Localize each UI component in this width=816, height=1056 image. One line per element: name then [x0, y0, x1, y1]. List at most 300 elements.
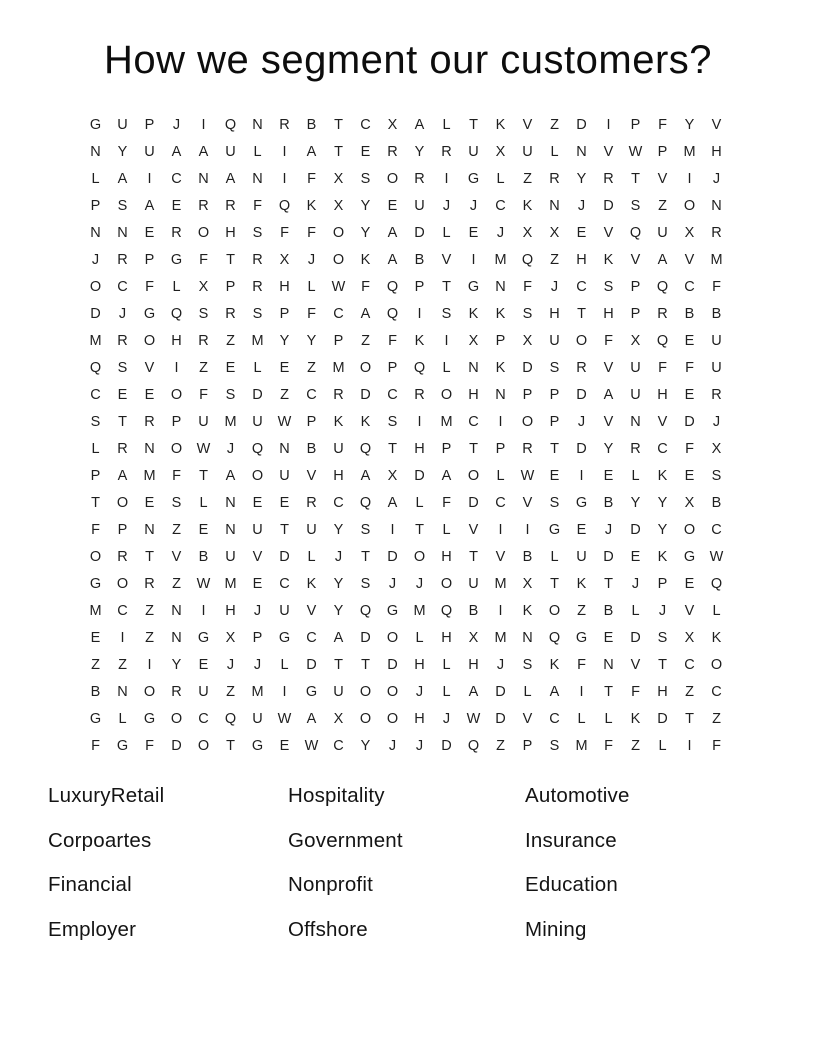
- grid-letter: X: [522, 332, 533, 349]
- grid-letter: Y: [279, 332, 290, 349]
- grid-letter: O: [332, 251, 345, 268]
- grid-letter: R: [414, 170, 425, 187]
- grid-letter: A: [198, 143, 209, 160]
- grid-letter: Y: [657, 494, 668, 511]
- grid-letter: U: [117, 116, 128, 133]
- grid-letter: J: [307, 251, 316, 268]
- grid-letter: N: [468, 359, 479, 376]
- grid-letter: C: [495, 197, 506, 214]
- grid-letter: X: [333, 170, 344, 187]
- word-list-item: Offshore: [288, 917, 368, 941]
- grid-letter: J: [442, 710, 451, 727]
- grid-letter: T: [469, 116, 478, 133]
- grid-letter: P: [144, 116, 155, 133]
- grid-letter: B: [711, 494, 722, 511]
- grid-letter: C: [495, 494, 506, 511]
- grid-letter: R: [252, 251, 263, 268]
- grid-letter: E: [279, 359, 290, 376]
- grid-letter: Y: [603, 440, 614, 457]
- grid-letter: E: [684, 467, 695, 484]
- grid-letter: O: [143, 683, 156, 700]
- grid-letter: G: [575, 494, 588, 511]
- grid-letter: Y: [630, 494, 641, 511]
- grid-letter: Q: [224, 710, 237, 727]
- grid-letter: L: [91, 170, 100, 187]
- grid-letter: A: [657, 251, 668, 268]
- grid-letter: Z: [145, 629, 154, 646]
- grid-letter: Z: [172, 521, 181, 538]
- grid-letter: S: [522, 656, 533, 673]
- grid-letter: L: [442, 359, 451, 376]
- grid-letter: X: [684, 224, 695, 241]
- grid-letter: M: [251, 683, 264, 700]
- grid-letter: O: [170, 710, 183, 727]
- grid-letter: Z: [658, 197, 667, 214]
- grid-letter: R: [279, 116, 290, 133]
- grid-letter: F: [604, 332, 613, 349]
- grid-letter: B: [468, 602, 479, 619]
- grid-letter: S: [711, 467, 722, 484]
- grid-letter: W: [277, 413, 292, 430]
- grid-letter: U: [522, 143, 533, 160]
- grid-letter: A: [468, 683, 479, 700]
- grid-letter: L: [442, 656, 451, 673]
- grid-letter: V: [630, 251, 641, 268]
- grid-letter: I: [147, 170, 152, 187]
- grid-letter: M: [494, 629, 507, 646]
- grid-letter: S: [171, 494, 182, 511]
- word-list-column: [525, 774, 768, 952]
- grid-letter: V: [171, 548, 182, 565]
- word-search-grid: [82, 111, 730, 759]
- grid-letter: X: [549, 224, 560, 241]
- grid-letter: F: [577, 656, 586, 673]
- grid-letter: Y: [360, 197, 371, 214]
- grid-letter: K: [495, 359, 506, 376]
- grid-letter: C: [90, 386, 101, 403]
- grid-letter: Q: [629, 224, 642, 241]
- grid-letter: Z: [577, 602, 586, 619]
- grid-letter: Q: [710, 575, 723, 592]
- grid-letter: I: [687, 170, 692, 187]
- grid-letter: M: [440, 413, 453, 430]
- grid-letter: N: [252, 116, 263, 133]
- grid-letter: P: [522, 386, 533, 403]
- grid-letter: O: [386, 683, 399, 700]
- grid-letter: B: [711, 305, 722, 322]
- grid-letter: Z: [280, 386, 289, 403]
- grid-letter: Q: [548, 629, 561, 646]
- grid-letter: K: [495, 116, 506, 133]
- grid-letter: D: [252, 386, 263, 403]
- grid-letter: Y: [360, 737, 371, 754]
- grid-letter: R: [630, 440, 641, 457]
- grid-letter: Y: [360, 224, 371, 241]
- grid-letter: O: [467, 467, 480, 484]
- grid-letter: Q: [467, 737, 480, 754]
- grid-letter: J: [415, 737, 424, 754]
- grid-letter: H: [225, 602, 236, 619]
- grid-letter: T: [334, 116, 343, 133]
- grid-letter: H: [171, 332, 182, 349]
- grid-letter: L: [550, 548, 559, 565]
- grid-letter: D: [387, 548, 398, 565]
- grid-letter: Y: [171, 656, 182, 673]
- grid-letter: V: [603, 224, 614, 241]
- grid-letter: V: [441, 251, 452, 268]
- grid-letter: C: [576, 278, 587, 295]
- grid-letter: P: [279, 305, 290, 322]
- grid-letter: M: [224, 575, 237, 592]
- grid-letter: W: [196, 440, 211, 457]
- grid-letter: F: [307, 224, 316, 241]
- grid-letter: W: [709, 548, 724, 565]
- grid-letter: Z: [226, 683, 235, 700]
- grid-letter: N: [495, 386, 506, 403]
- grid-letter: G: [89, 710, 102, 727]
- grid-letter: J: [253, 602, 262, 619]
- grid-letter: X: [333, 710, 344, 727]
- grid-letter: O: [521, 413, 534, 430]
- grid-letter: H: [414, 440, 425, 457]
- grid-letter: L: [91, 440, 100, 457]
- grid-letter: Y: [576, 170, 587, 187]
- grid-letter: U: [414, 197, 425, 214]
- grid-letter: G: [305, 683, 318, 700]
- grid-letter: M: [224, 413, 237, 430]
- grid-letter: P: [171, 413, 182, 430]
- grid-letter: R: [198, 197, 209, 214]
- grid-letter: M: [89, 332, 102, 349]
- grid-letter: S: [360, 575, 371, 592]
- grid-letter: A: [171, 143, 182, 160]
- grid-letter: H: [225, 224, 236, 241]
- grid-letter: M: [332, 359, 345, 376]
- grid-letter: B: [684, 305, 695, 322]
- grid-letter: Z: [523, 170, 532, 187]
- grid-letter: O: [197, 224, 210, 241]
- grid-letter: D: [522, 359, 533, 376]
- grid-letter: T: [388, 440, 397, 457]
- grid-letter: O: [413, 548, 426, 565]
- grid-letter: J: [172, 116, 181, 133]
- grid-letter: S: [549, 359, 560, 376]
- grid-letter: Q: [521, 251, 534, 268]
- grid-letter: O: [89, 278, 102, 295]
- grid-letter: O: [170, 440, 183, 457]
- grid-letter: P: [522, 737, 533, 754]
- grid-letter: T: [199, 467, 208, 484]
- grid-letter: L: [118, 710, 127, 727]
- grid-letter: L: [631, 467, 640, 484]
- grid-letter: C: [684, 278, 695, 295]
- grid-letter: F: [523, 278, 532, 295]
- grid-letter: C: [549, 710, 560, 727]
- grid-letter: P: [333, 332, 344, 349]
- grid-letter: A: [360, 305, 371, 322]
- grid-letter: O: [710, 656, 723, 673]
- grid-letter: F: [442, 494, 451, 511]
- grid-letter: T: [334, 143, 343, 160]
- word-list-column: [288, 774, 525, 952]
- grid-letter: S: [252, 305, 263, 322]
- grid-letter: F: [172, 467, 181, 484]
- grid-letter: Z: [307, 359, 316, 376]
- grid-letter: S: [360, 521, 371, 538]
- grid-letter: U: [549, 332, 560, 349]
- grid-letter: L: [280, 656, 289, 673]
- grid-letter: L: [307, 548, 316, 565]
- grid-letter: I: [120, 629, 125, 646]
- grid-letter: C: [306, 386, 317, 403]
- grid-letter: E: [117, 386, 128, 403]
- grid-letter: R: [603, 170, 614, 187]
- grid-letter: B: [306, 440, 317, 457]
- grid-letter: E: [252, 494, 263, 511]
- grid-letter: C: [306, 629, 317, 646]
- grid-letter: E: [603, 629, 614, 646]
- grid-letter: K: [630, 710, 641, 727]
- grid-letter: G: [467, 170, 480, 187]
- grid-letter: S: [630, 197, 641, 214]
- grid-letter: J: [496, 224, 505, 241]
- grid-letter: N: [144, 521, 155, 538]
- grid-letter: H: [711, 143, 722, 160]
- grid-letter: T: [361, 548, 370, 565]
- grid-letter: J: [118, 305, 127, 322]
- grid-letter: C: [360, 116, 371, 133]
- grid-letter: N: [576, 143, 587, 160]
- grid-letter: L: [199, 494, 208, 511]
- grid-letter: T: [631, 170, 640, 187]
- grid-letter: I: [579, 467, 584, 484]
- grid-letter: P: [630, 305, 641, 322]
- grid-letter: A: [117, 467, 128, 484]
- grid-letter: A: [414, 116, 425, 133]
- grid-letter: Z: [361, 332, 370, 349]
- grid-letter: H: [549, 305, 560, 322]
- grid-letter: J: [577, 197, 586, 214]
- grid-letter: K: [576, 575, 587, 592]
- grid-letter: P: [306, 413, 317, 430]
- grid-letter: P: [144, 251, 155, 268]
- grid-letter: I: [282, 143, 287, 160]
- grid-letter: E: [225, 359, 236, 376]
- grid-letter: P: [387, 359, 398, 376]
- grid-letter: F: [631, 683, 640, 700]
- word-list-item: Corpoartes: [48, 828, 152, 852]
- grid-letter: Q: [440, 602, 453, 619]
- grid-letter: F: [685, 359, 694, 376]
- grid-letter: F: [280, 224, 289, 241]
- grid-letter: C: [387, 386, 398, 403]
- grid-letter: C: [333, 305, 344, 322]
- grid-letter: I: [201, 602, 206, 619]
- grid-letter: V: [711, 116, 722, 133]
- grid-letter: H: [441, 629, 452, 646]
- grid-letter: D: [414, 224, 425, 241]
- word-list-item: Insurance: [525, 828, 617, 852]
- grid-letter: A: [333, 629, 344, 646]
- grid-letter: U: [198, 683, 209, 700]
- grid-letter: P: [225, 278, 236, 295]
- grid-letter: V: [306, 467, 317, 484]
- grid-letter: E: [468, 224, 479, 241]
- word-list-item: Education: [525, 873, 618, 897]
- grid-letter: S: [522, 305, 533, 322]
- grid-letter: R: [657, 305, 668, 322]
- grid-letter: X: [225, 629, 236, 646]
- grid-letter: Y: [333, 521, 344, 538]
- grid-letter: H: [603, 305, 614, 322]
- grid-letter: B: [603, 494, 614, 511]
- grid-letter: F: [361, 278, 370, 295]
- grid-letter: R: [144, 575, 155, 592]
- grid-letter: D: [603, 548, 614, 565]
- grid-letter: C: [117, 602, 128, 619]
- grid-letter: W: [196, 575, 211, 592]
- grid-letter: K: [549, 656, 560, 673]
- grid-letter: B: [414, 251, 425, 268]
- grid-letter: N: [630, 413, 641, 430]
- grid-letter: A: [225, 170, 236, 187]
- grid-letter: C: [684, 656, 695, 673]
- grid-letter: H: [414, 710, 425, 727]
- grid-letter: D: [576, 386, 587, 403]
- grid-letter: R: [171, 683, 182, 700]
- grid-letter: N: [90, 224, 101, 241]
- grid-letter: I: [174, 359, 179, 376]
- grid-letter: P: [414, 278, 425, 295]
- grid-letter: R: [117, 251, 128, 268]
- grid-letter: L: [523, 683, 532, 700]
- grid-letter: I: [282, 683, 287, 700]
- grid-letter: V: [468, 521, 479, 538]
- grid-letter: K: [306, 575, 317, 592]
- grid-letter: L: [496, 467, 505, 484]
- grid-letter: J: [91, 251, 100, 268]
- grid-letter: I: [579, 683, 584, 700]
- grid-letter: H: [468, 656, 479, 673]
- grid-letter: E: [576, 224, 587, 241]
- grid-letter: K: [495, 305, 506, 322]
- grid-letter: Q: [656, 332, 669, 349]
- grid-letter: E: [90, 629, 101, 646]
- grid-letter: R: [441, 143, 452, 160]
- grid-letter: W: [628, 143, 643, 160]
- grid-letter: L: [604, 710, 613, 727]
- grid-letter: R: [711, 224, 722, 241]
- grid-letter: Q: [386, 305, 399, 322]
- grid-letter: D: [360, 629, 371, 646]
- grid-letter: L: [415, 629, 424, 646]
- grid-letter: U: [333, 440, 344, 457]
- grid-letter: D: [630, 521, 641, 538]
- grid-letter: E: [576, 521, 587, 538]
- grid-letter: T: [658, 656, 667, 673]
- grid-letter: O: [548, 602, 561, 619]
- grid-letter: M: [575, 737, 588, 754]
- grid-letter: D: [387, 656, 398, 673]
- grid-letter: I: [147, 656, 152, 673]
- grid-letter: G: [683, 548, 696, 565]
- grid-letter: Z: [550, 251, 559, 268]
- grid-letter: R: [333, 386, 344, 403]
- grid-letter: U: [306, 521, 317, 538]
- grid-letter: N: [225, 521, 236, 538]
- grid-letter: U: [252, 521, 263, 538]
- grid-letter: O: [143, 332, 156, 349]
- grid-letter: U: [225, 548, 236, 565]
- grid-letter: V: [684, 602, 695, 619]
- grid-letter: A: [306, 710, 317, 727]
- grid-letter: Z: [226, 332, 235, 349]
- grid-letter: F: [712, 737, 721, 754]
- grid-letter: U: [225, 143, 236, 160]
- grid-letter: X: [684, 629, 695, 646]
- grid-letter: J: [550, 278, 559, 295]
- grid-letter: T: [145, 548, 154, 565]
- grid-letter: C: [333, 494, 344, 511]
- grid-letter: S: [198, 305, 209, 322]
- grid-letter: I: [444, 170, 449, 187]
- grid-letter: Z: [550, 116, 559, 133]
- grid-letter: U: [630, 359, 641, 376]
- grid-letter: K: [522, 602, 533, 619]
- grid-letter: X: [333, 197, 344, 214]
- grid-letter: B: [306, 116, 317, 133]
- grid-letter: G: [89, 116, 102, 133]
- grid-letter: D: [441, 737, 452, 754]
- grid-letter: I: [498, 521, 503, 538]
- grid-letter: J: [577, 413, 586, 430]
- grid-letter: V: [684, 251, 695, 268]
- grid-letter: I: [498, 602, 503, 619]
- grid-letter: E: [198, 656, 209, 673]
- grid-letter: O: [440, 386, 453, 403]
- grid-letter: G: [197, 629, 210, 646]
- grid-letter: Q: [89, 359, 102, 376]
- grid-letter: U: [468, 143, 479, 160]
- grid-letter: J: [604, 521, 613, 538]
- grid-letter: F: [145, 737, 154, 754]
- grid-letter: N: [117, 683, 128, 700]
- grid-letter: O: [386, 710, 399, 727]
- grid-letter: E: [171, 197, 182, 214]
- grid-letter: F: [658, 359, 667, 376]
- grid-letter: K: [657, 467, 668, 484]
- grid-letter: J: [469, 197, 478, 214]
- grid-letter: D: [576, 440, 587, 457]
- grid-letter: C: [468, 413, 479, 430]
- grid-letter: N: [522, 629, 533, 646]
- grid-letter: E: [603, 467, 614, 484]
- word-list-item: Automotive: [525, 784, 630, 808]
- grid-letter: R: [225, 305, 236, 322]
- grid-letter: I: [525, 521, 530, 538]
- grid-letter: S: [549, 737, 560, 754]
- grid-letter: B: [522, 548, 533, 565]
- grid-letter: G: [116, 737, 129, 754]
- grid-letter: S: [441, 305, 452, 322]
- grid-letter: U: [468, 575, 479, 592]
- word-list-item: LuxuryRetail: [48, 784, 165, 808]
- grid-letter: U: [279, 467, 290, 484]
- grid-letter: Z: [91, 656, 100, 673]
- grid-letter: G: [278, 629, 291, 646]
- grid-letter: J: [442, 197, 451, 214]
- grid-letter: N: [90, 143, 101, 160]
